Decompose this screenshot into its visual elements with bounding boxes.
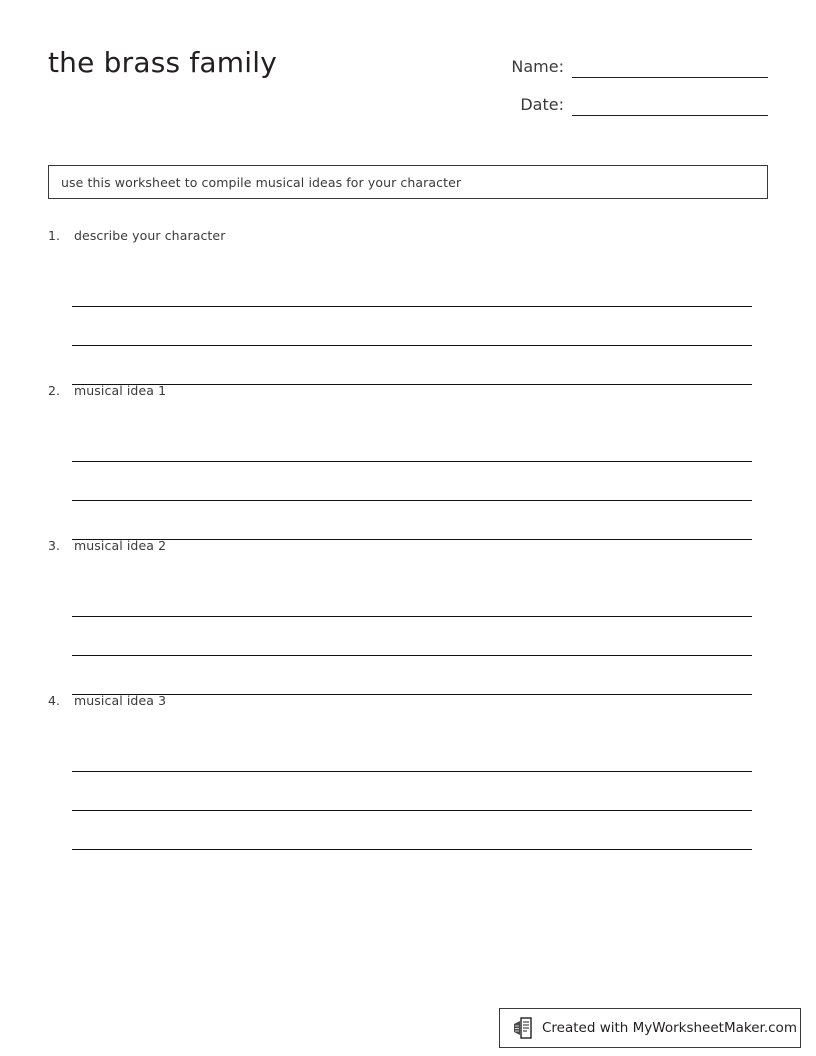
- answer-lines: [72, 733, 752, 850]
- answer-line[interactable]: [72, 578, 752, 617]
- worksheet-header: [48, 40, 768, 120]
- answer-line[interactable]: [72, 733, 752, 772]
- question-heading: [48, 693, 768, 708]
- answer-line[interactable]: [72, 462, 752, 501]
- answer-line[interactable]: [72, 811, 752, 850]
- date-field-row: [458, 78, 768, 116]
- name-field-input[interactable]: [572, 55, 768, 78]
- question-number: 1.: [48, 228, 61, 243]
- answer-line[interactable]: [72, 307, 752, 346]
- answer-lines: [72, 423, 752, 540]
- question-label: describe your character: [74, 228, 226, 243]
- questions-list: [48, 228, 768, 848]
- answer-lines: [72, 268, 752, 385]
- question-item: [48, 383, 768, 538]
- question-number: 4.: [48, 693, 61, 708]
- question-label: musical idea 3: [74, 693, 167, 708]
- name-field-label: Name:: [511, 57, 564, 76]
- date-field-label: Date:: [520, 95, 564, 114]
- answer-line[interactable]: [72, 656, 752, 695]
- question-heading: [48, 383, 768, 398]
- answer-line[interactable]: [72, 617, 752, 656]
- answer-lines: [72, 578, 752, 695]
- question-heading: [48, 228, 768, 243]
- footer-attribution-text: Created with MyWorksheetMaker.com: [542, 1020, 797, 1036]
- question-item: [48, 693, 768, 848]
- question-item: [48, 538, 768, 693]
- answer-line[interactable]: [72, 346, 752, 385]
- footer-attribution-badge[interactable]: [499, 1008, 801, 1048]
- question-label: musical idea 2: [74, 538, 167, 553]
- answer-line[interactable]: [72, 772, 752, 811]
- instruction-box: [48, 165, 768, 199]
- question-item: [48, 228, 768, 383]
- question-heading: [48, 538, 768, 553]
- question-number: 2.: [48, 383, 61, 398]
- answer-line[interactable]: [72, 423, 752, 462]
- name-field-row: [458, 40, 768, 78]
- question-number: 3.: [48, 538, 61, 553]
- date-field-input[interactable]: [572, 93, 768, 116]
- instruction-text: use this worksheet to compile musical ideas for your character: [61, 174, 462, 190]
- name-date-block: [458, 40, 768, 116]
- answer-line[interactable]: [72, 501, 752, 540]
- question-label: musical idea 1: [74, 383, 167, 398]
- page-title: the brass family: [48, 46, 277, 79]
- answer-line[interactable]: [72, 268, 752, 307]
- worksheet-maker-logo-icon: [514, 1017, 534, 1039]
